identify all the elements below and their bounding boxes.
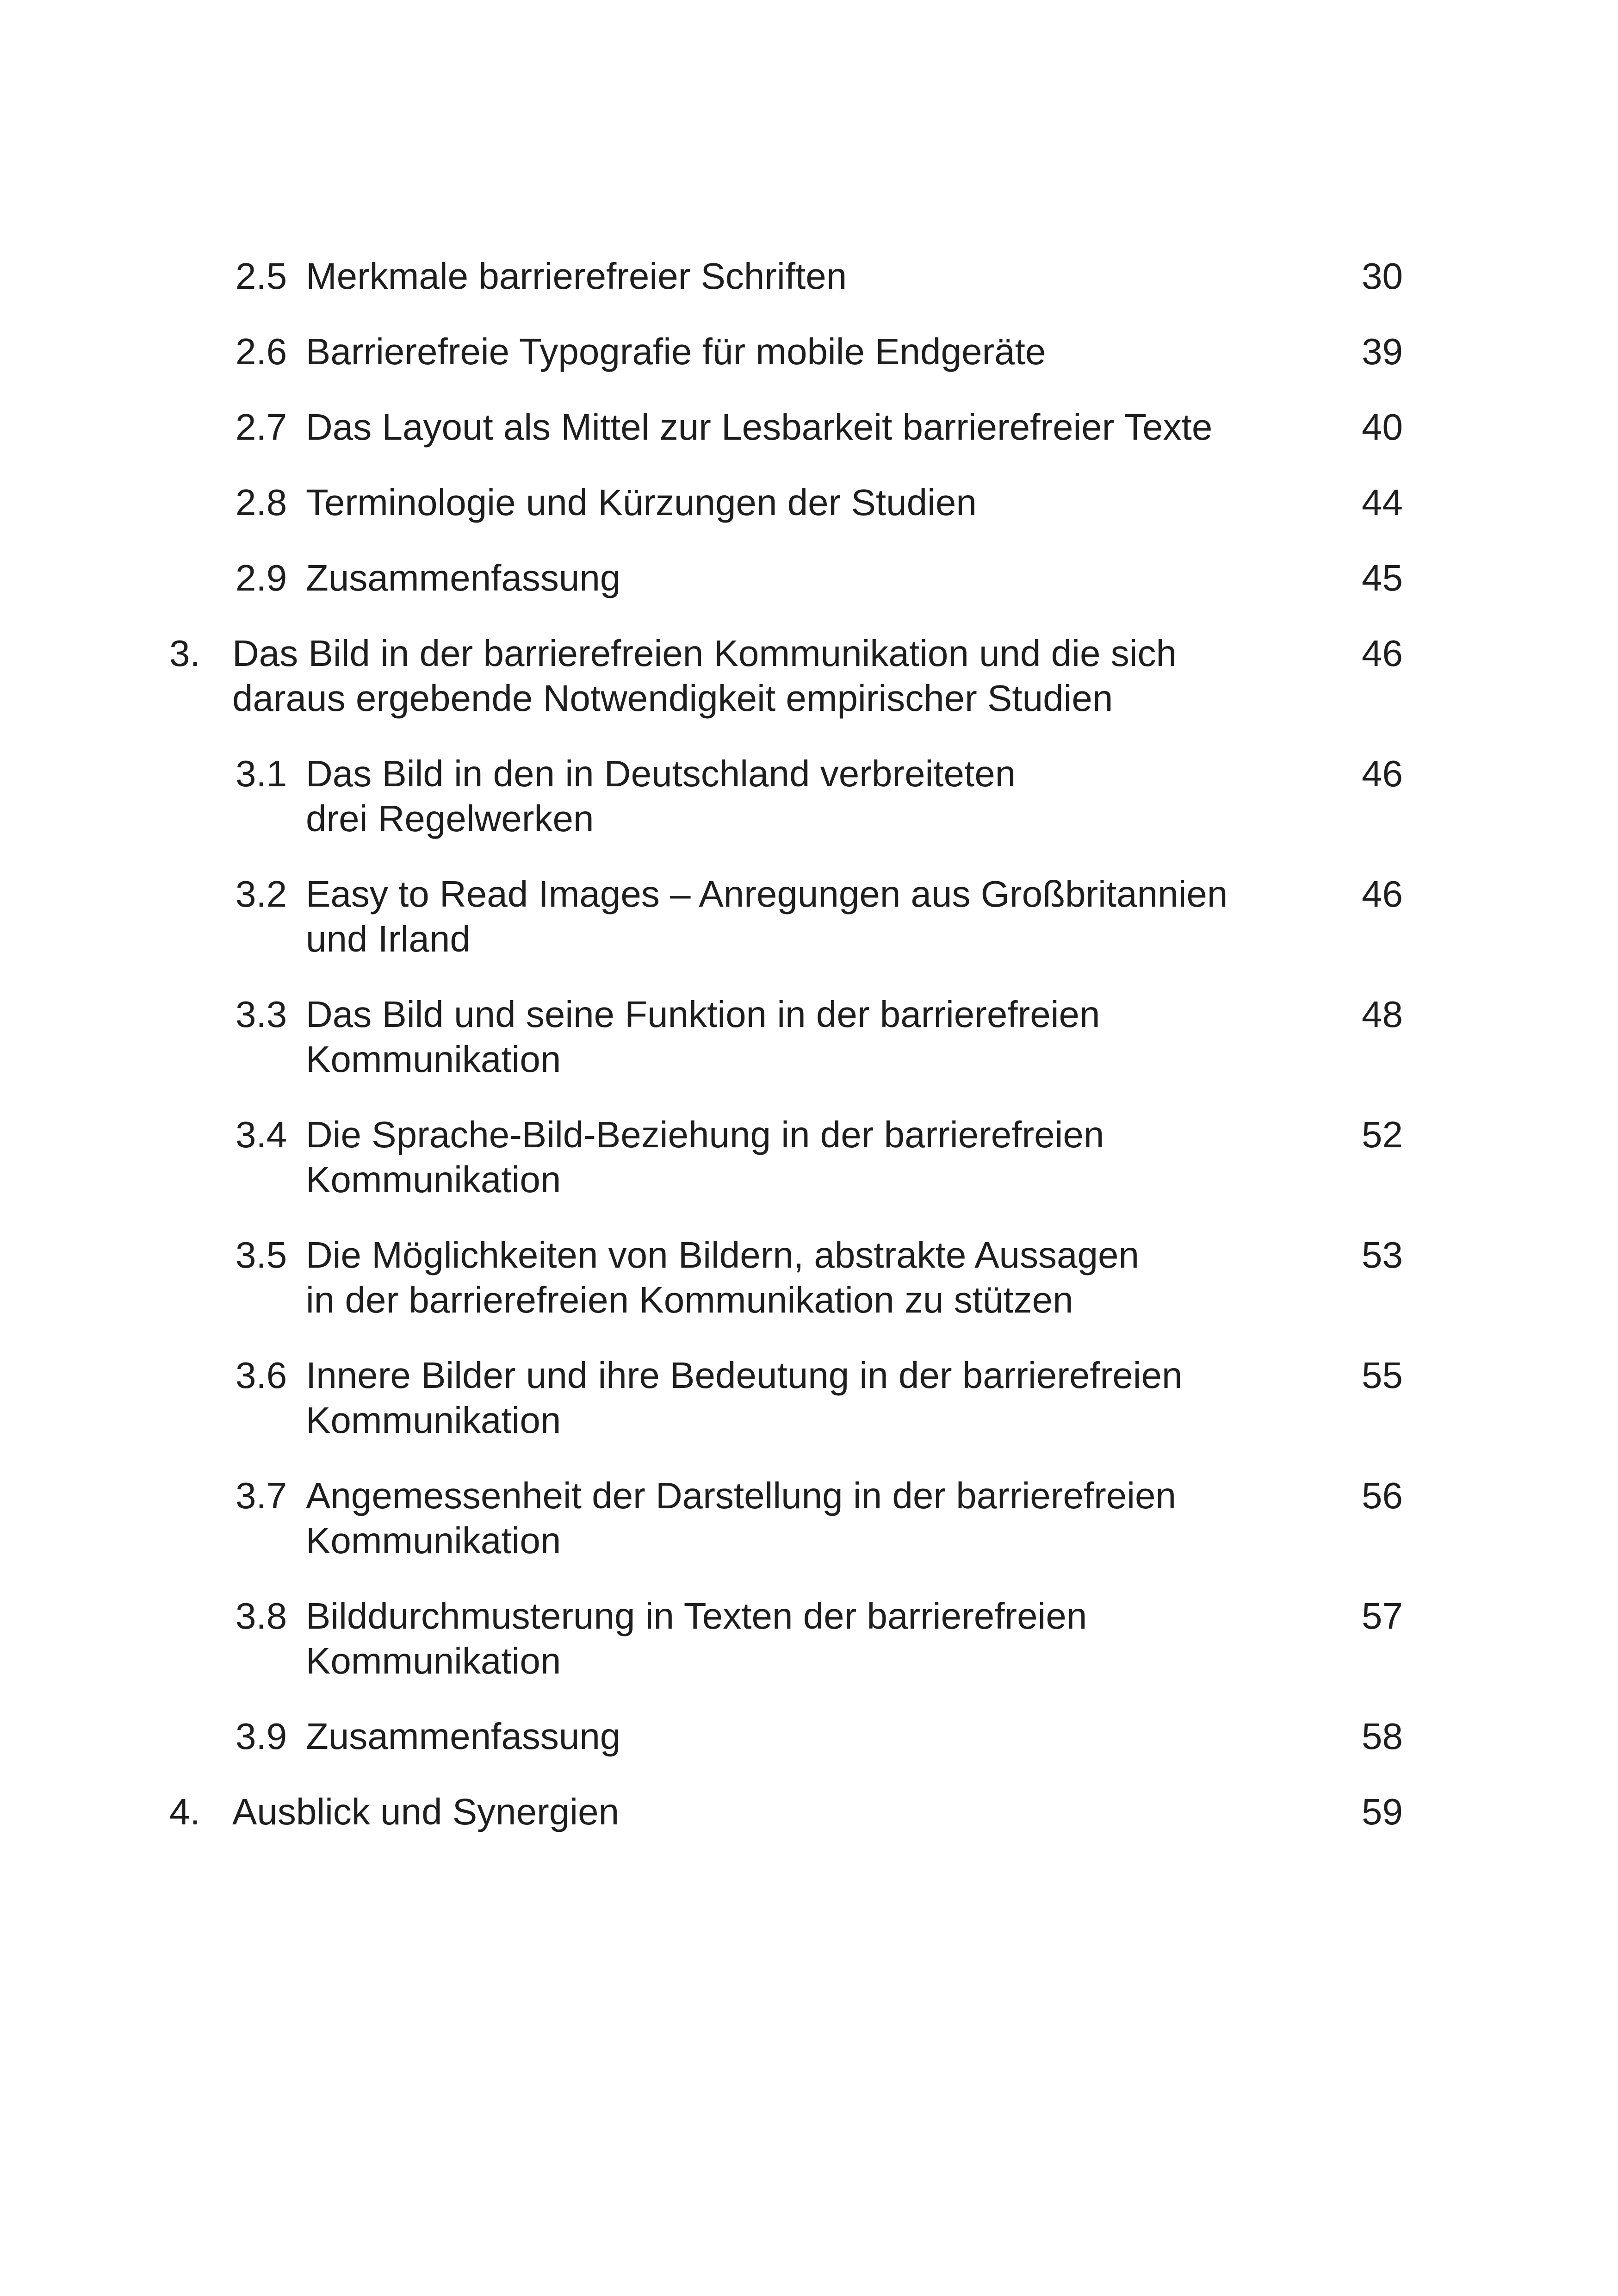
toc-entry-title: Die Möglichkeiten von Bildern, abstrakte Aussagen in der barrierefreien Kommunikation zu stützen: [306, 1234, 1140, 1320]
toc-entry-page-number: 56: [1362, 1475, 1403, 1516]
toc-entry-page-number: 45: [1362, 557, 1403, 598]
toc-entry-page-number: 57: [1362, 1595, 1403, 1636]
toc-entry: [0, 871, 1403, 961]
toc-entry-number: 2.6: [236, 331, 287, 372]
toc-list: [0, 254, 1403, 1865]
toc-entry: [0, 1353, 1403, 1443]
toc-entry-number: 3.8: [236, 1595, 287, 1636]
toc-entry-page-number: 46: [1362, 873, 1403, 915]
toc-entry: [0, 404, 1403, 449]
toc-entry-page-number: 46: [1362, 633, 1403, 674]
toc-entry-number: 2.5: [236, 255, 287, 297]
toc-entry-number: 3.: [169, 633, 200, 674]
toc-entry-title: Das Bild in der barrierefreien Kommunikation und die sich daraus ergebende Notwendigkeit empirischer Studien: [232, 633, 1177, 719]
toc-entry-title: Bilddurchmusterung in Texten der barrierefreien Kommunikation: [306, 1595, 1087, 1681]
toc-entry-number: 3.1: [236, 753, 287, 794]
toc-entry: [0, 631, 1403, 721]
toc-entry-title: Das Layout als Mittel zur Lesbarkeit barrierefreier Texte: [306, 406, 1213, 448]
toc-entry-number: 3.3: [236, 994, 287, 1035]
toc-entry-number: 2.8: [236, 482, 287, 523]
toc-entry-page-number: 58: [1362, 1716, 1403, 1757]
toc-entry-title: Angemessenheit der Darstellung in der barrierefreien Kommunikation: [306, 1475, 1177, 1561]
toc-entry-page-number: 55: [1362, 1355, 1403, 1396]
toc-entry-page-number: 59: [1362, 1791, 1403, 1832]
toc-entry-title: Das Bild in den in Deutschland verbreiteten drei Regelwerken: [306, 753, 1016, 839]
toc-entry-title: Zusammenfassung: [306, 1716, 621, 1757]
toc-entry: [0, 555, 1403, 600]
toc-entry: [0, 254, 1403, 299]
toc-entry-title: Terminologie und Kürzungen der Studien: [306, 482, 977, 523]
toc-entry-number: 3.6: [236, 1355, 287, 1396]
toc-entry-page-number: 44: [1362, 482, 1403, 523]
toc-entry-title: Die Sprache-Bild-Beziehung in der barrierefreien Kommunikation: [306, 1114, 1104, 1200]
toc-entry: [0, 992, 1403, 1082]
toc-entry: [0, 329, 1403, 374]
toc-entry-number: 4.: [169, 1791, 200, 1832]
toc-entry-title: Innere Bilder und ihre Bedeutung in der barrierefreien Kommunikation: [306, 1355, 1183, 1441]
toc-entry-page-number: 53: [1362, 1234, 1403, 1276]
toc-entry-number: 2.9: [236, 557, 287, 598]
toc-entry-number: 3.9: [236, 1716, 287, 1757]
toc-entry-page-number: 30: [1362, 255, 1403, 297]
toc-entry: [0, 751, 1403, 841]
toc-entry-title: Merkmale barrierefreier Schriften: [306, 255, 847, 297]
toc-entry-number: 3.4: [236, 1114, 287, 1155]
toc-entry-title: Easy to Read Images – Anregungen aus Großbritannien und Irland: [306, 873, 1228, 959]
toc-entry: [0, 480, 1403, 525]
toc-entry-number: 3.5: [236, 1234, 287, 1276]
toc-entry-title: Ausblick und Synergien: [232, 1791, 620, 1832]
toc-entry: [0, 1714, 1403, 1759]
toc-entry-page-number: 48: [1362, 994, 1403, 1035]
toc-entry-number: 3.7: [236, 1475, 287, 1516]
toc-entry-number: 2.7: [236, 406, 287, 448]
toc-entry: [0, 1593, 1403, 1683]
toc-entry-page-number: 39: [1362, 331, 1403, 372]
toc-entry: [0, 1232, 1403, 1322]
toc-entry: [0, 1473, 1403, 1563]
toc-entry: [0, 1112, 1403, 1202]
toc-entry-page-number: 46: [1362, 753, 1403, 794]
toc-entry: [0, 1789, 1403, 1834]
toc-entry-title: Das Bild und seine Funktion in der barrierefreien Kommunikation: [306, 994, 1100, 1080]
toc-entry-page-number: 52: [1362, 1114, 1403, 1155]
toc-entry-number: 3.2: [236, 873, 287, 915]
toc-entry-title: Barrierefreie Typografie für mobile Endgeräte: [306, 331, 1046, 372]
toc-entry-page-number: 40: [1362, 406, 1403, 448]
toc-entry-title: Zusammenfassung: [306, 557, 621, 598]
